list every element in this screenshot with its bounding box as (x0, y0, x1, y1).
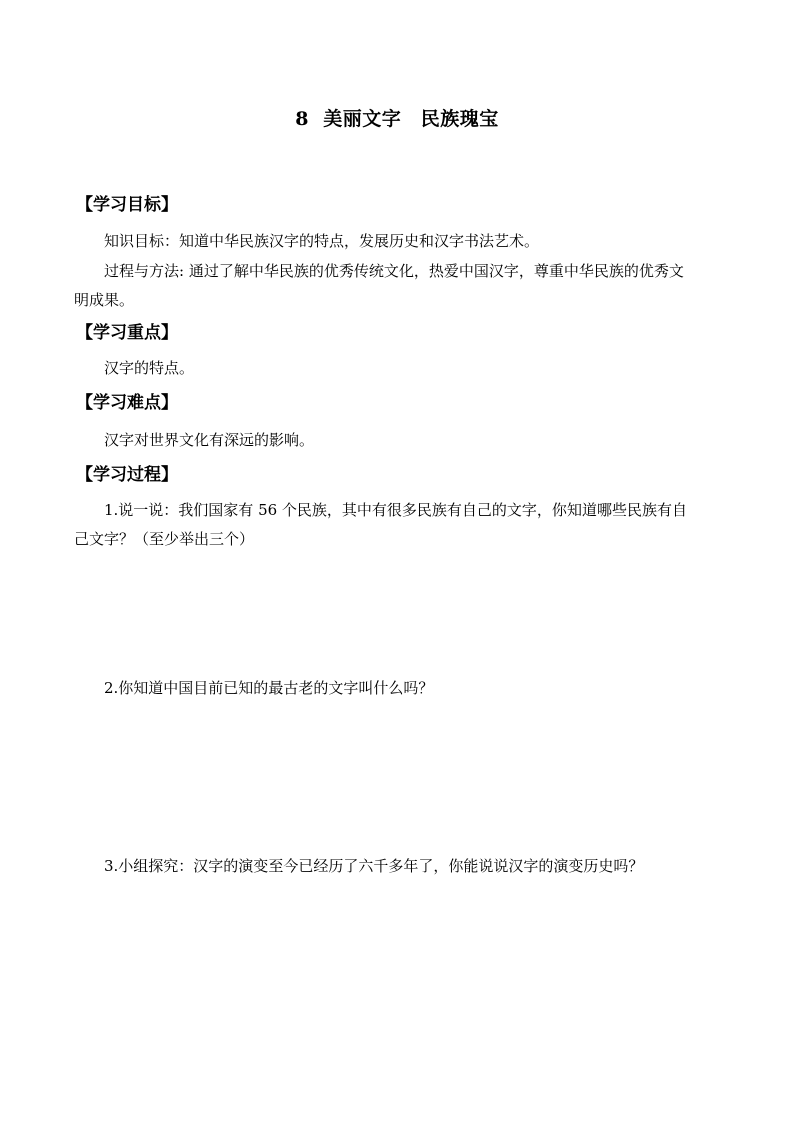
question-1-line2: 己文字？（至少举出三个） (74, 530, 255, 548)
section-heading-difficulties: 【学习难点】 (76, 393, 178, 413)
section-heading-key-points: 【学习重点】 (76, 323, 178, 343)
objective-knowledge: 知识目标：知道中华民族汉字的特点，发展历史和汉字书法艺术。 (104, 232, 540, 250)
difficulties-text: 汉字对世界文化有深远的影响。 (104, 431, 315, 449)
objective-process-line2: 明成果。 (74, 291, 135, 309)
question-3: 3.小组探究：汉字的演变至今已经历了六千多年了，你能说说汉字的演变历史吗？ (104, 857, 644, 875)
section-heading-process: 【学习过程】 (76, 465, 178, 485)
question-1-line1: 1.说一说：我们国家有 56 个民族，其中有很多民族有自己的文字，你知道哪些民族有自 (104, 501, 687, 519)
section-heading-objectives: 【学习目标】 (76, 195, 178, 215)
question-2: 2.你知道中国目前已知的最古老的文字叫什么吗？ (104, 679, 434, 697)
key-points-text: 汉字的特点。 (104, 359, 195, 377)
objective-process-line1: 过程与方法: 通过了解中华民族的优秀传统文化，热爱中国汉字，尊重中华民族的优秀文 (104, 262, 684, 280)
page-title: 8 美丽文字 民族瑰宝 (295, 108, 499, 130)
